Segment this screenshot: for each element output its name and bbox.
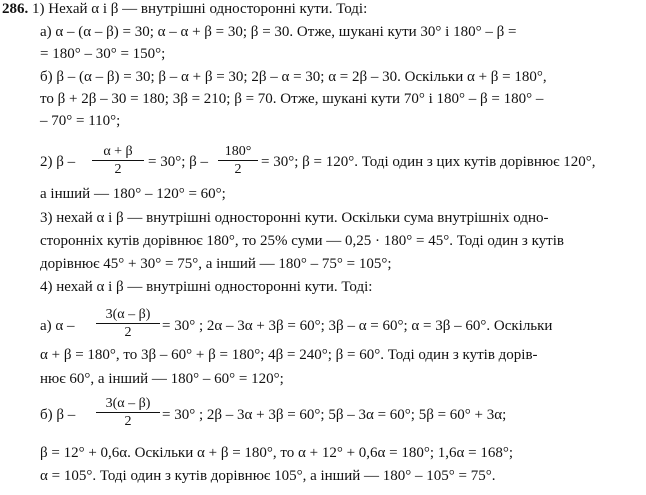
- fraction-bar: [218, 160, 258, 161]
- fraction-bar: [96, 323, 160, 324]
- fraction-denominator: 2: [234, 162, 242, 177]
- line-17: β = 12° + 0,6α. Оскільки α + β = 180°, то α + 12° + 0,6α = 180°; 1,6α = 168°;: [40, 445, 514, 461]
- fraction-numerator: 3(α – β): [105, 396, 151, 411]
- fraction-denominator: 2: [124, 414, 132, 429]
- line-13-start: а) α –: [40, 318, 75, 334]
- fraction-3-alpha-minus-beta-b: [96, 396, 160, 429]
- problem-number: 286.: [2, 1, 29, 17]
- fraction-3-alpha-minus-beta: [96, 307, 160, 340]
- fraction-denominator: 2: [124, 325, 132, 340]
- line-2: а) α – (α – β) = 30; α – α + β = 30; β = 30. Отже, шукані кути 30° і 180° – β =: [40, 24, 517, 40]
- line-12: 4) нехай α і β — внутрішні односторонні кути. Тоді:: [40, 279, 373, 295]
- line-10: сторонніх кутів дорівнює 180°, то 25% суми — 0,25 · 180° = 45°. Тоді один з кутів: [40, 233, 564, 249]
- fraction-alpha-plus-beta: [92, 144, 144, 177]
- line-4: б) β – (α – β) = 30; β – α + β = 30; 2β – α = 30; α = 2β – 30. Оскільки α + β = 180°,: [40, 69, 547, 85]
- line-9: 3) нехай α і β — внутрішні односторонні кути. Оскільки сума внутрішніх одно-: [40, 210, 549, 226]
- line-7-end: = 30°; β = 120°. Тоді один з цих кутів дорівнює 120°,: [261, 154, 596, 170]
- fraction-numerator: 180°: [224, 144, 252, 159]
- line-8: а інший — 180° – 120° = 60°;: [40, 186, 226, 202]
- line-1: 1) Нехай α і β — внутрішні односторонні кути. Тоді:: [32, 1, 368, 17]
- line-5: то β + 2β – 30 = 180; 3β = 210; β = 70. Отже, шукані кути 70° і 180° – β = 180° –: [40, 91, 544, 107]
- line-13-end: = 30° ; 2α – 3α + 3β = 60°; 3β – α = 60°; α = 3β – 60°. Оскільки: [162, 318, 553, 334]
- line-7-start: 2) β –: [40, 154, 76, 170]
- fraction-numerator: 3(α – β): [105, 307, 151, 322]
- line-6: – 70° = 110°;: [40, 113, 121, 129]
- line-14: α + β = 180°, то 3β – 60° + β = 180°; 4β = 240°; β = 60°. Тоді один з кутів дорів-: [40, 347, 538, 363]
- line-16-end: = 30° ; 2β – 3α + 3β = 60°; 5β – 3α = 60°; 5β = 60° + 3α;: [162, 407, 507, 423]
- line-3: = 180° – 30° = 150°;: [40, 46, 166, 62]
- line-7-middle: = 30°; β –: [148, 154, 209, 170]
- line-15: нює 60°, а інший — 180° – 60° = 120°;: [40, 371, 284, 387]
- fraction-denominator: 2: [114, 162, 122, 177]
- fraction-180-over-2: [218, 144, 258, 177]
- fraction-bar: [96, 412, 160, 413]
- fraction-numerator: α + β: [103, 144, 133, 159]
- line-16-start: б) β –: [40, 407, 76, 423]
- fraction-bar: [92, 160, 144, 161]
- line-11: дорівнює 45° + 30° = 75°, а інший — 180° – 75° = 105°;: [40, 256, 392, 272]
- line-18: α = 105°. Тоді один з кутів дорівнює 105°, а інший — 180° – 105° = 75°.: [40, 468, 496, 484]
